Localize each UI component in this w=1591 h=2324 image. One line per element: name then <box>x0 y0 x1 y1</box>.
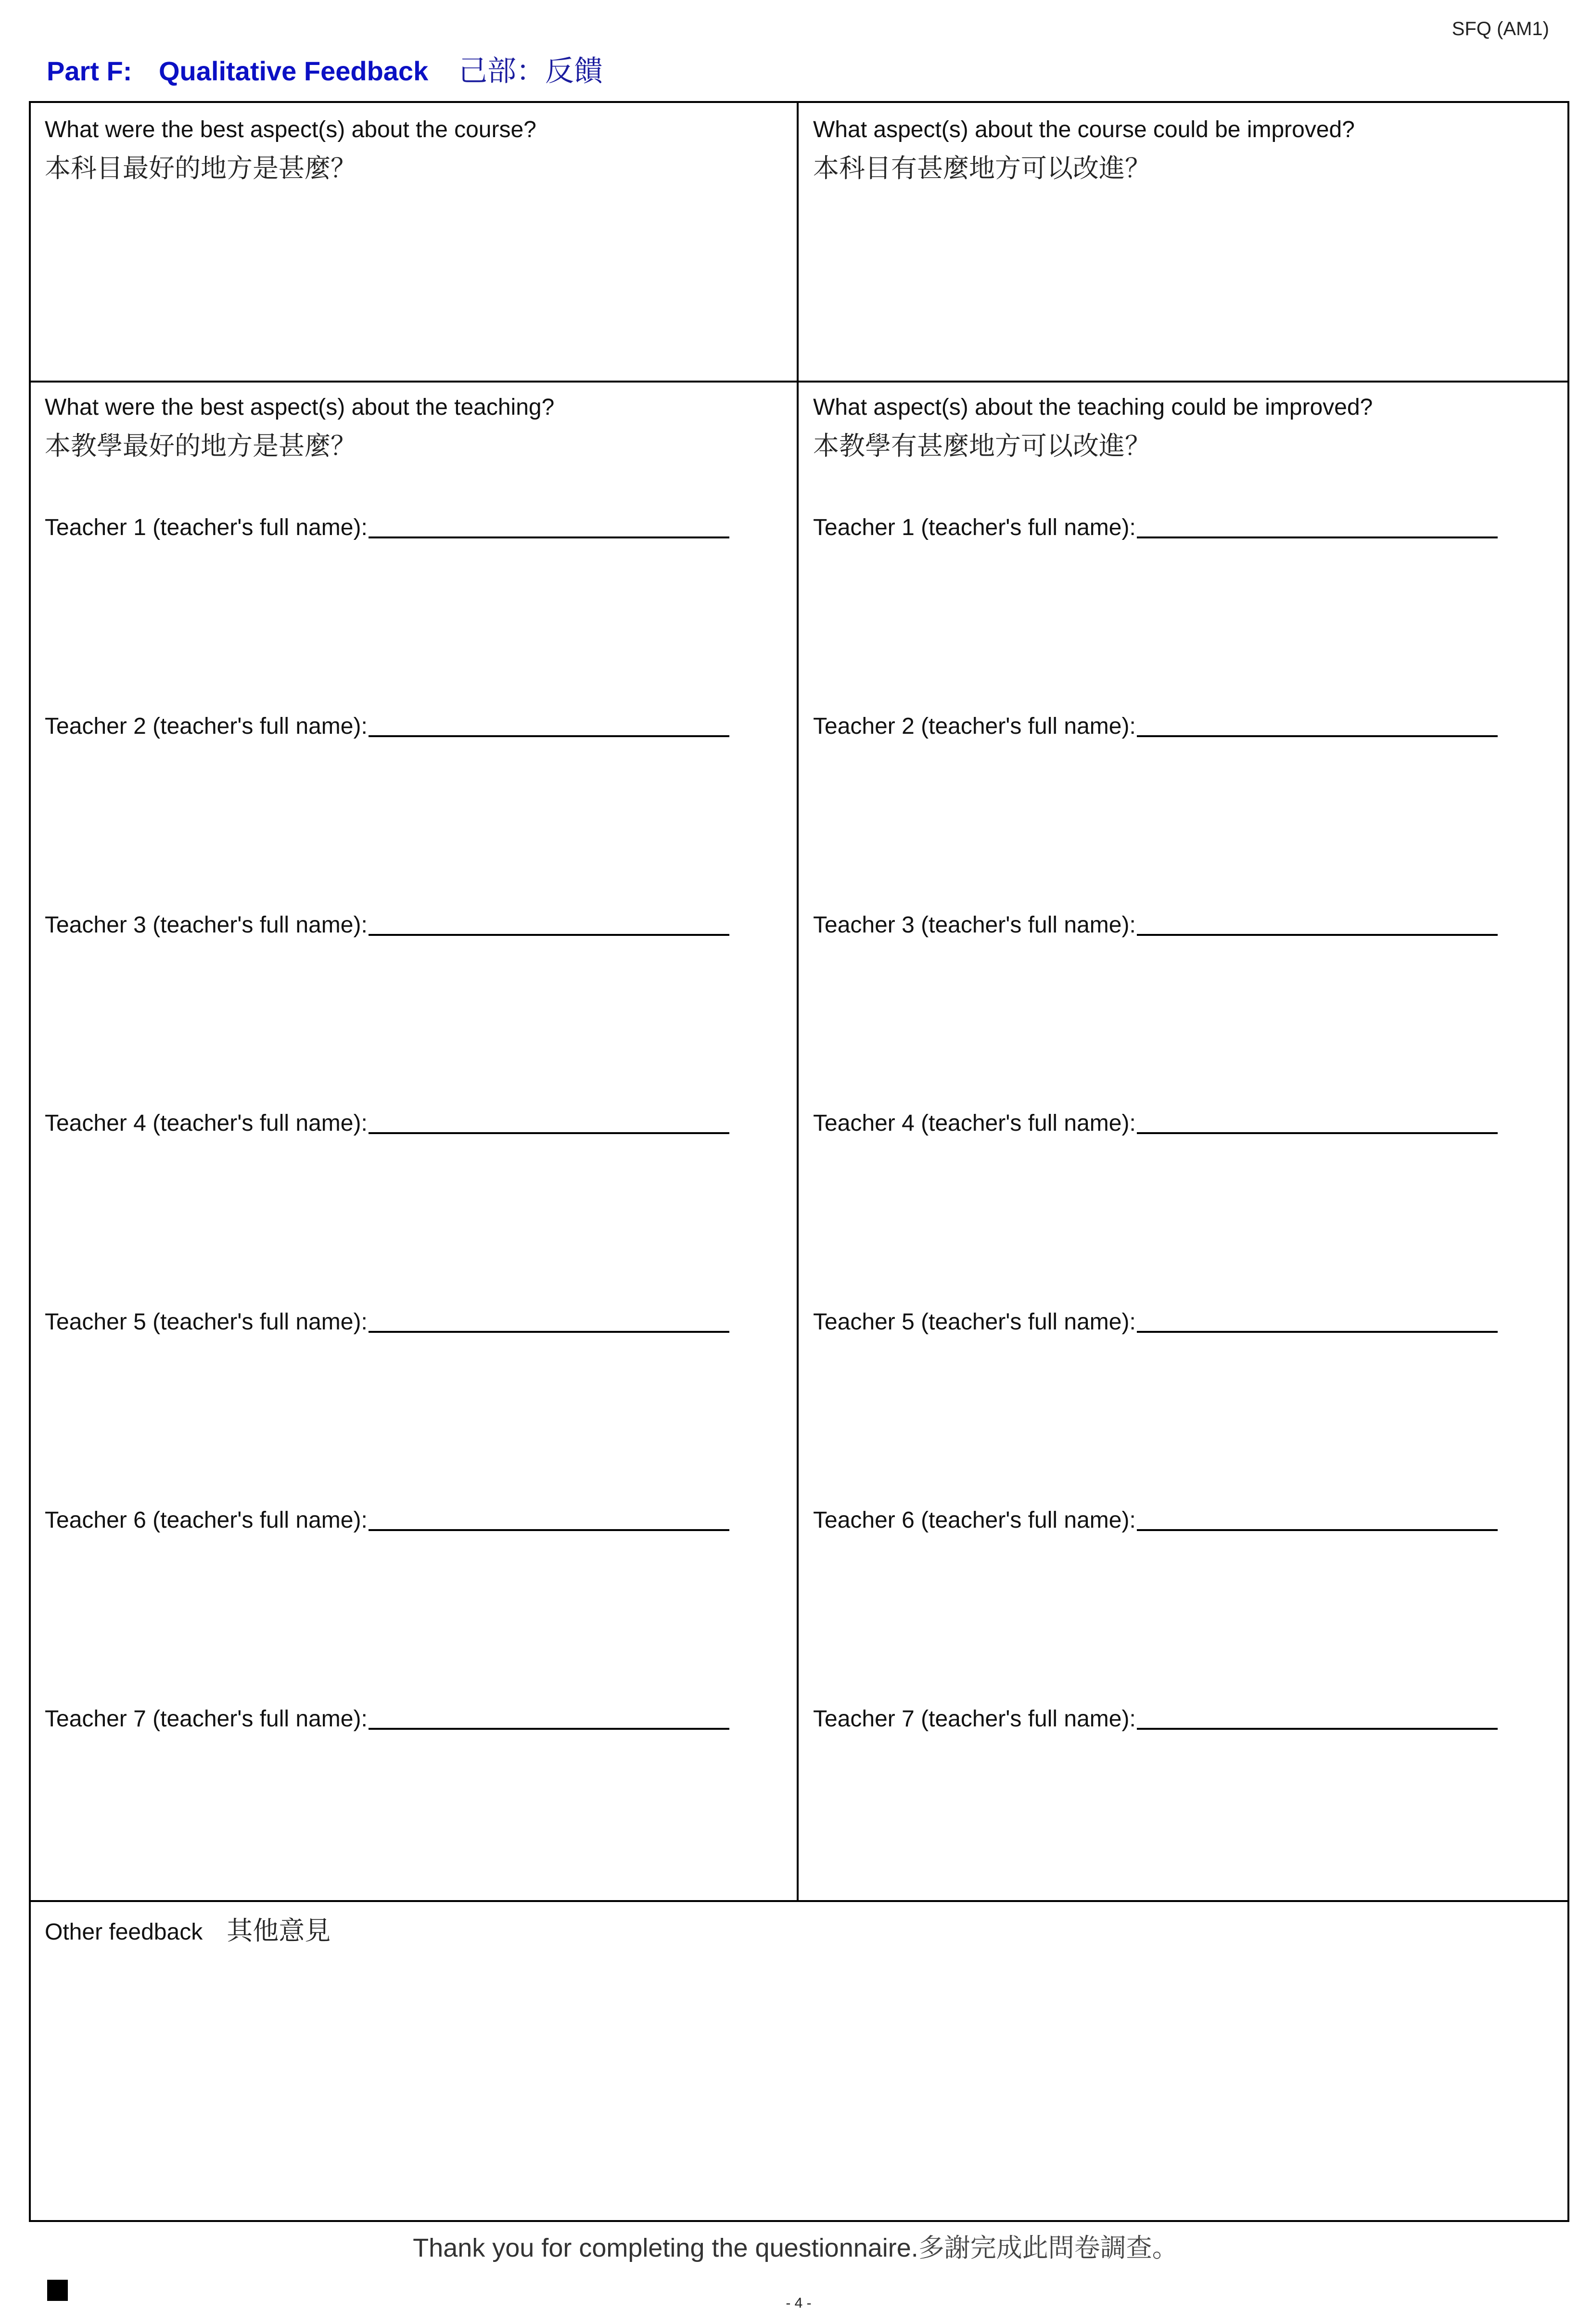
teacher-name-blank[interactable] <box>369 934 729 936</box>
teaching-improve-question-en: What aspect(s) about the teaching could be improved? <box>813 395 1373 420</box>
other-feedback-label-zh: 其他意見 <box>227 1915 331 1946</box>
teaching-improve-cell[interactable] <box>799 383 1567 1900</box>
teaching-best-teacher-6[interactable] <box>45 1507 729 1534</box>
teacher-label: Teacher 7 (teacher's full name): <box>45 1706 368 1732</box>
teaching-improve-question-zh: 本教學有甚麼地方可以改進？ <box>813 431 1151 461</box>
teaching-best-teacher-5[interactable] <box>45 1309 729 1336</box>
document-code: SFQ (AM1) <box>1451 18 1549 39</box>
teaching-improve-teacher-6[interactable] <box>813 1507 1498 1534</box>
teacher-name-blank[interactable] <box>1137 536 1498 538</box>
course-improve-question-en: What aspect(s) about the course could be improved? <box>813 117 1355 142</box>
teacher-label: Teacher 7 (teacher's full name): <box>813 1706 1136 1732</box>
teacher-name-blank[interactable] <box>1137 934 1498 936</box>
teaching-improve-teacher-4[interactable] <box>813 1110 1498 1137</box>
teacher-name-blank[interactable] <box>369 1529 729 1531</box>
thank-you-en: Thank you for completing the questionnaire. <box>413 2234 918 2262</box>
teaching-improve-teacher-2[interactable] <box>813 713 1498 740</box>
teacher-name-blank[interactable] <box>1137 735 1498 737</box>
teaching-best-teacher-2[interactable] <box>45 713 729 740</box>
teacher-name-blank[interactable] <box>369 1132 729 1134</box>
teacher-label: Teacher 1 (teacher's full name): <box>813 515 1136 540</box>
teacher-label: Teacher 4 (teacher's full name): <box>45 1111 368 1136</box>
teacher-label: Teacher 6 (teacher's full name): <box>45 1507 368 1533</box>
part-title-zh: 己部：反饋 <box>458 55 603 87</box>
teacher-label: Teacher 6 (teacher's full name): <box>813 1507 1136 1533</box>
course-improve-question-zh: 本科目有甚麼地方可以改進？ <box>813 153 1151 183</box>
teaching-improve-teacher-5[interactable] <box>813 1309 1498 1336</box>
teacher-label: Teacher 3 (teacher's full name): <box>45 912 368 938</box>
teacher-name-blank[interactable] <box>369 1728 729 1730</box>
teacher-label: Teacher 3 (teacher's full name): <box>813 912 1136 938</box>
teaching-best-cell[interactable] <box>31 383 797 1900</box>
teaching-best-teacher-7[interactable] <box>45 1706 729 1733</box>
part-title: Qualitative Feedback <box>159 56 429 86</box>
teaching-improve-teacher-7[interactable] <box>813 1706 1498 1733</box>
teacher-name-blank[interactable] <box>1137 1728 1498 1730</box>
other-feedback-label-en: Other feedback <box>45 1919 203 1945</box>
part-label: Part F: <box>47 56 132 86</box>
teaching-best-teacher-4[interactable] <box>45 1110 729 1137</box>
thank-you-zh: 多謝完成此問卷調查。 <box>918 2233 1178 2263</box>
teacher-label: Teacher 5 (teacher's full name): <box>45 1309 368 1335</box>
thank-you-message <box>0 2233 1591 2263</box>
teacher-name-blank[interactable] <box>1137 1529 1498 1531</box>
teacher-label: Teacher 4 (teacher's full name): <box>813 1111 1136 1136</box>
other-feedback-label <box>45 1916 331 1947</box>
teaching-best-question-en: What were the best aspect(s) about the teaching? <box>45 395 555 420</box>
teacher-label: Teacher 2 (teacher's full name): <box>813 714 1136 739</box>
course-improve-cell[interactable] <box>799 104 1567 381</box>
teacher-name-blank[interactable] <box>1137 1132 1498 1134</box>
teacher-label: Teacher 1 (teacher's full name): <box>45 515 368 540</box>
teacher-label: Teacher 2 (teacher's full name): <box>45 714 368 739</box>
teacher-name-blank[interactable] <box>1137 1331 1498 1333</box>
course-best-question-en: What were the best aspect(s) about the course? <box>45 117 536 142</box>
course-best-cell[interactable] <box>31 104 797 381</box>
teacher-name-blank[interactable] <box>369 735 729 737</box>
teaching-best-teacher-3[interactable] <box>45 912 729 939</box>
teaching-best-teacher-1[interactable] <box>45 514 729 541</box>
page-number: - 4 - <box>786 2295 812 2311</box>
teaching-improve-teacher-1[interactable] <box>813 514 1498 541</box>
teacher-label: Teacher 5 (teacher's full name): <box>813 1309 1136 1335</box>
teacher-name-blank[interactable] <box>369 536 729 538</box>
teacher-name-blank[interactable] <box>369 1331 729 1333</box>
teaching-improve-teacher-3[interactable] <box>813 912 1498 939</box>
teaching-best-question-zh: 本教學最好的地方是甚麼？ <box>45 431 356 461</box>
course-best-question-zh: 本科目最好的地方是甚麼？ <box>45 153 356 183</box>
other-feedback-cell[interactable] <box>31 1902 1567 2220</box>
